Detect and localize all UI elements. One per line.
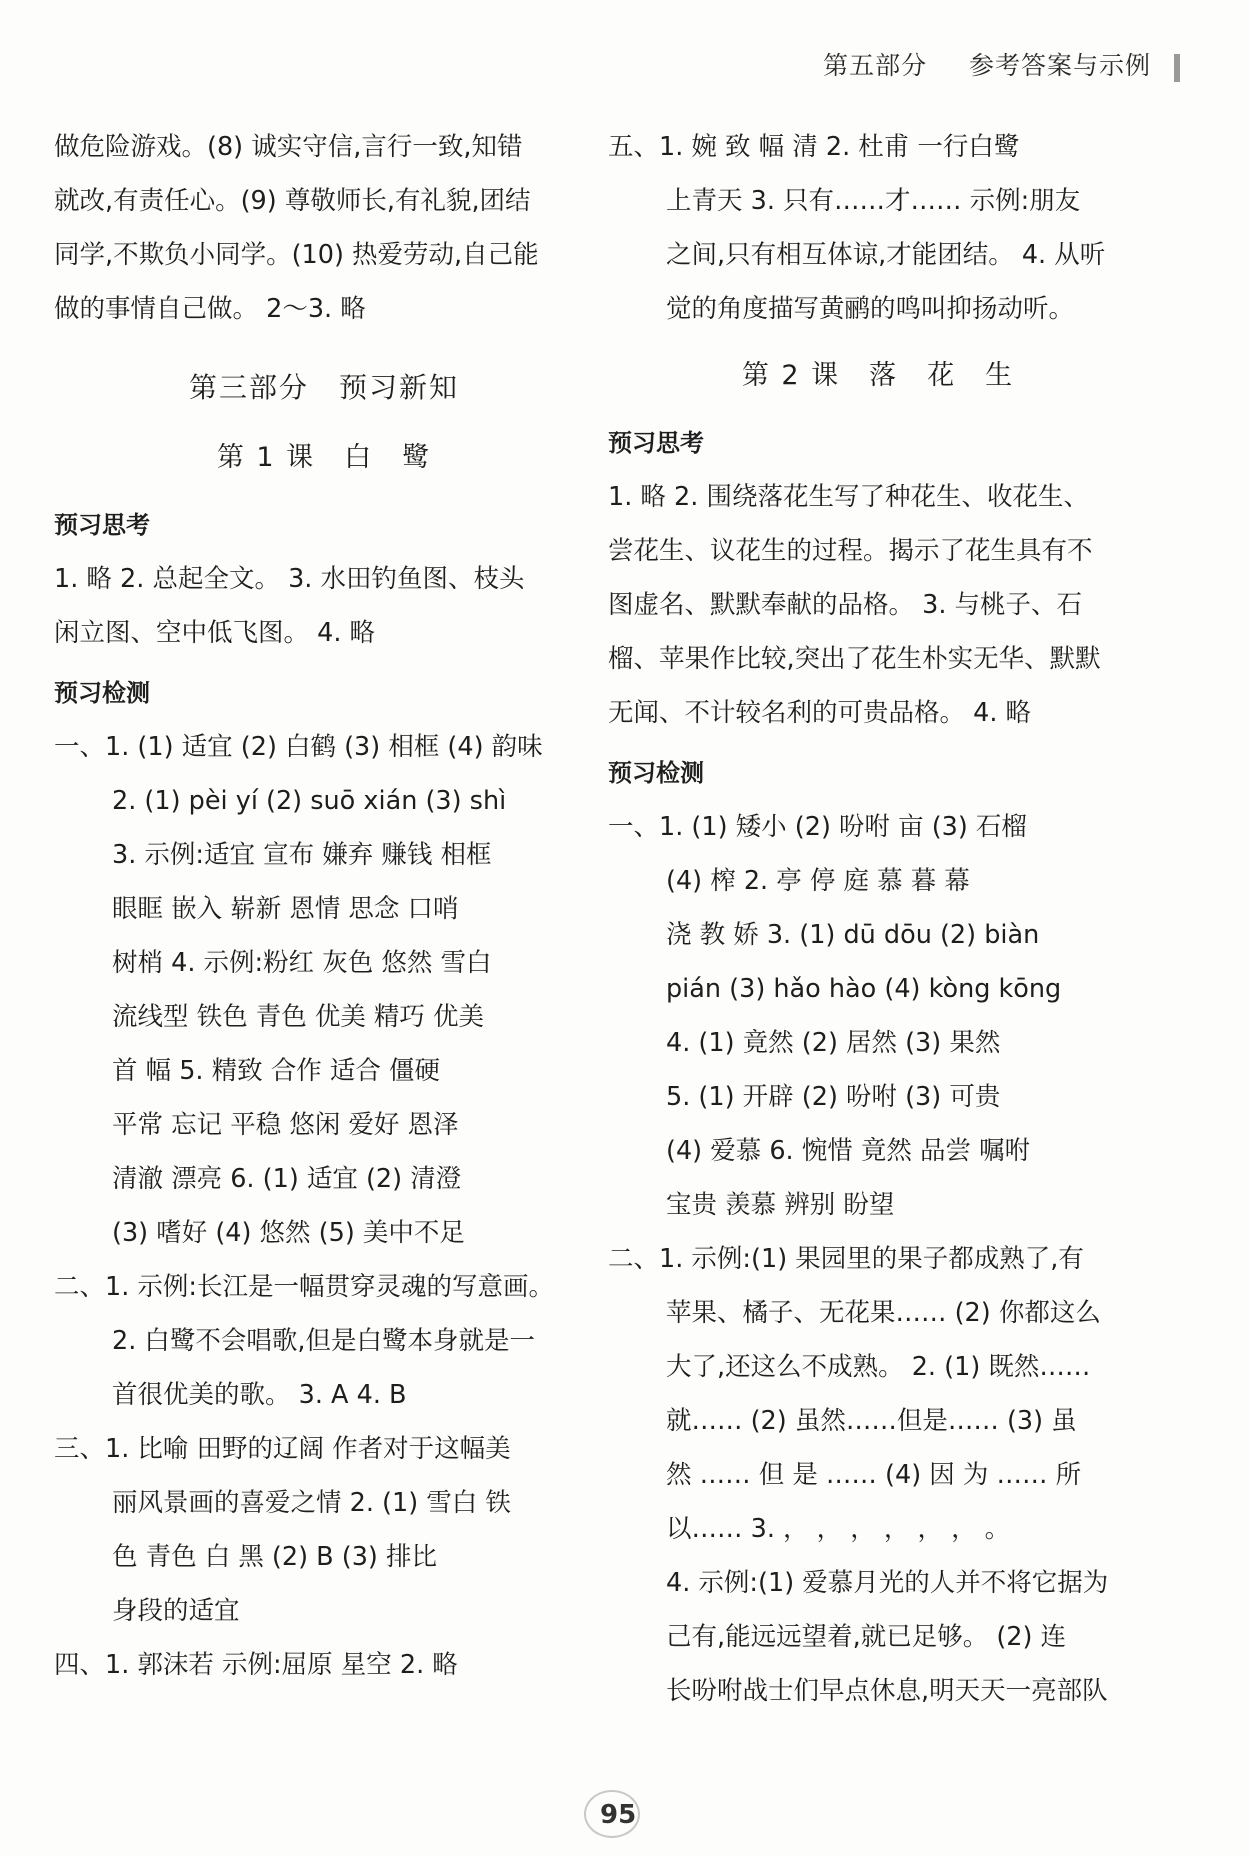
lesson1-title: 第 1 课 白 鹭 xyxy=(216,442,432,473)
header-bar xyxy=(1174,54,1180,82)
text-line: 然 …… 但 是 …… (4) 因 为 …… 所 xyxy=(666,1460,1082,1490)
header-title: 参考答案与示例 xyxy=(969,51,1152,80)
text-line: 五、1. 婉 致 幅 清 2. 杜甫 一行白鹭 xyxy=(608,132,1020,162)
text-line: 无闻、不计较名利的可贵品格。 4. 略 xyxy=(608,698,1032,728)
text-line: 榴、苹果作比较,突出了花生朴实无华、默默 xyxy=(608,644,1101,674)
text-line: 二、1. 示例:长江是一幅贯穿灵魂的写意画。 xyxy=(54,1272,555,1302)
text-line: 3. 示例:适宜 宣布 嫌弃 赚钱 相框 xyxy=(112,840,492,870)
text-line: 上青天 3. 只有……才…… 示例:朋友 xyxy=(666,186,1081,216)
page-header xyxy=(823,46,1180,82)
text-line: 以…… 3. ， ， ， ， ， ， 。 xyxy=(666,1514,1011,1544)
text-line: 身段的适宜 xyxy=(112,1596,240,1626)
text-line: 三、1. 比喻 田野的辽阔 作者对于这幅美 xyxy=(54,1434,511,1464)
lesson1-think-label: 预习思考 xyxy=(54,511,150,539)
text-line: 之间,只有相互体谅,才能团结。 4. 从听 xyxy=(666,240,1106,270)
text-line: 宝贵 羡慕 辨别 盼望 xyxy=(666,1190,895,1220)
text-line: 大了,还这么不成熟。 2. (1) 既然…… xyxy=(666,1352,1091,1382)
text-line: 1. 略 2. 总起全文。 3. 水田钓鱼图、枝头 xyxy=(54,564,525,594)
text-line: 图虚名、默默奉献的品格。 3. 与桃子、石 xyxy=(608,590,1083,620)
text-line: 丽风景画的喜爱之情 2. (1) 雪白 铁 xyxy=(112,1488,511,1518)
lesson2-think-label: 预习思考 xyxy=(608,429,704,457)
text-line: 树梢 4. 示例:粉红 灰色 悠然 雪白 xyxy=(112,948,492,978)
page-number: 95 xyxy=(600,1800,637,1830)
lesson2-check-block xyxy=(608,800,1148,1718)
text-line: 尝花生、议花生的过程。揭示了花生具有不 xyxy=(608,536,1093,566)
text-line: 流线型 铁色 青色 优美 精巧 优美 xyxy=(112,1002,485,1032)
lesson1-check-block xyxy=(54,720,594,1692)
text-line: 己有,能远远望着,就已足够。 (2) 连 xyxy=(666,1622,1067,1652)
text-line: (4) 榨 2. 亭 停 庭 慕 暮 幕 xyxy=(666,866,970,896)
lesson2-check-label: 预习检测 xyxy=(608,759,704,787)
lesson1-think-block xyxy=(54,552,594,660)
text-line: 首 幅 5. 精致 合作 适合 僵硬 xyxy=(112,1056,440,1086)
text-line: 四、1. 郭沫若 示例:屈原 星空 2. 略 xyxy=(54,1650,458,1680)
text-line: 4. 示例:(1) 爱慕月光的人并不将它据为 xyxy=(666,1568,1109,1598)
text-line: 一、1. (1) 适宜 (2) 白鹤 (3) 相框 (4) 韵味 xyxy=(54,732,543,762)
right-column xyxy=(608,120,1148,1718)
text-line: 2. 白鹭不会唱歌,但是白鹭本身就是一 xyxy=(112,1326,536,1356)
lesson1-check-label: 预习检测 xyxy=(54,679,150,707)
text-line: 1. 略 2. 围绕落花生写了种花生、收花生、 xyxy=(608,482,1089,512)
text-line: (3) 嗜好 (4) 悠然 (5) 美中不足 xyxy=(112,1218,465,1248)
text-line: 4. (1) 竟然 (2) 居然 (3) 果然 xyxy=(666,1028,1001,1058)
text-line: 做的事情自己做。 2～3. 略 xyxy=(54,294,366,324)
text-line: 二、1. 示例:(1) 果园里的果子都成熟了,有 xyxy=(608,1244,1084,1274)
text-line: pián (3) hǎo hào (4) kòng kōng xyxy=(666,974,1062,1004)
text-line: 做危险游戏。(8) 诚实守信,言行一致,知错 xyxy=(54,132,523,162)
text-line: 同学,不欺负小同学。(10) 热爱劳动,自己能 xyxy=(54,240,539,270)
text-line: 长吩咐战士们早点休息,明天天一亮部队 xyxy=(666,1676,1108,1706)
text-line: 苹果、橘子、无花果…… (2) 你都这么 xyxy=(666,1298,1101,1328)
text-line: 一、1. (1) 矮小 (2) 吩咐 亩 (3) 石榴 xyxy=(608,812,1027,842)
text-line: 平常 忘记 平稳 悠闲 爱好 恩泽 xyxy=(112,1110,459,1140)
text-line: (4) 爱慕 6. 惋惜 竟然 品尝 嘱咐 xyxy=(666,1136,1031,1166)
left-column xyxy=(54,120,594,1692)
header-part: 第五部分 xyxy=(823,51,928,80)
text-line: 眼眶 嵌入 崭新 恩情 思念 口哨 xyxy=(112,894,459,924)
right-top-block xyxy=(608,120,1148,336)
text-line: 浇 教 娇 3. (1) dū dōu (2) biàn xyxy=(666,920,1040,950)
text-line: 首很优美的歌。 3. A 4. B xyxy=(112,1380,407,1410)
text-line: 就改,有责任心。(9) 尊敬师长,有礼貌,团结 xyxy=(54,186,531,216)
left-top-block xyxy=(54,120,594,336)
text-line: 就…… (2) 虽然……但是…… (3) 虽 xyxy=(666,1406,1077,1436)
lesson2-title: 第 2 课 落 花 生 xyxy=(741,360,1015,391)
text-line: 2. (1) pèi yí (2) suō xián (3) shì xyxy=(112,786,507,816)
section-title: 第三部分 预习新知 xyxy=(188,371,459,404)
lesson2-think-block xyxy=(608,470,1148,740)
text-line: 清澈 漂亮 6. (1) 适宜 (2) 清澄 xyxy=(112,1164,462,1194)
text-line: 色 青色 白 黑 (2) B (3) 排比 xyxy=(112,1542,437,1572)
text-line: 闲立图、空中低飞图。 4. 略 xyxy=(54,618,376,648)
text-line: 觉的角度描写黄鹂的鸣叫抑扬动听。 xyxy=(666,294,1075,324)
text-line: 5. (1) 开辟 (2) 吩咐 (3) 可贵 xyxy=(666,1082,1001,1112)
